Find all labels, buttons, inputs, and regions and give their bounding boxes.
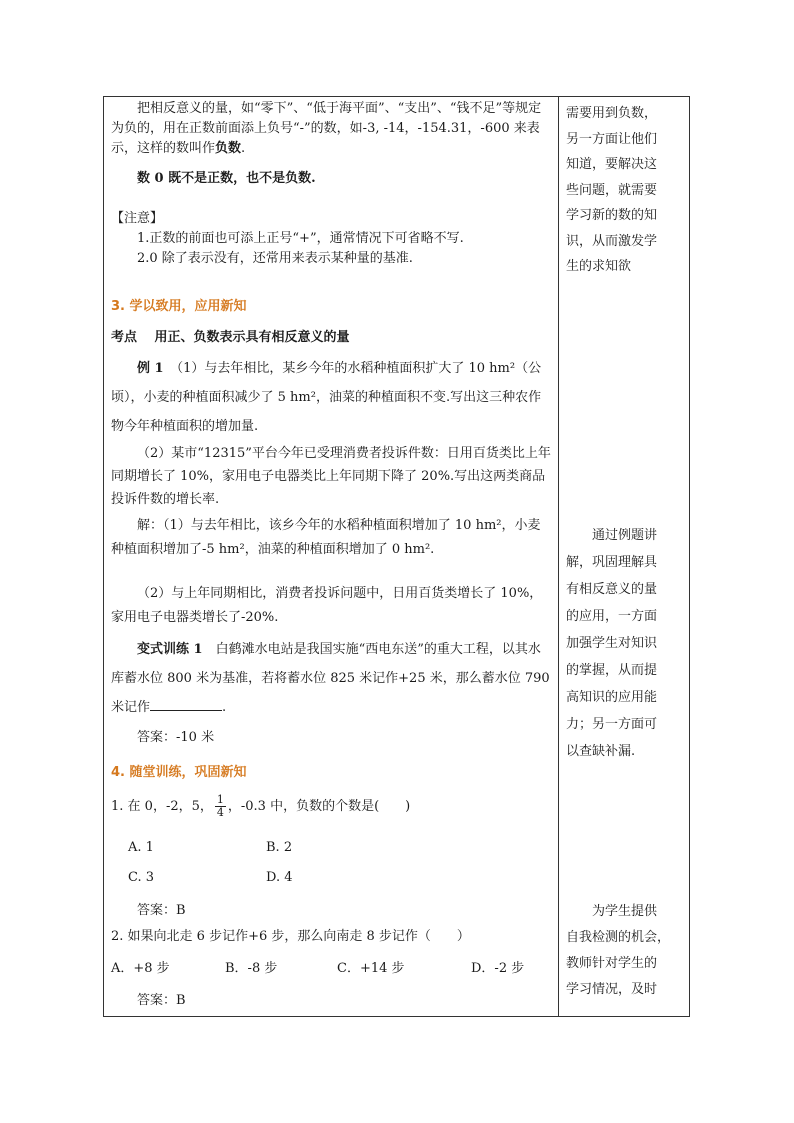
zero-rule: 数 0 既不是正数，也不是负数. — [137, 171, 316, 186]
note-item-1: 1.正数的前面也可添上正号“+”，通常情况下可省略不写. — [137, 231, 464, 246]
note-title: 【注意】 — [111, 211, 164, 226]
variant-answer: 答案：-10 米 — [137, 730, 215, 745]
solution-part-1: 解：（1）与去年相比，该乡今年的水稻种植面积增加了 10 hm²，小麦种植面积增加了-5 hm²，油菜的种植面积增加了 0 hm². — [111, 518, 541, 557]
lesson-table: 把相反意义的量，如“零下”、“低于海平面”、“支出”、“钱不足”等规定为负的，用在正数前面添上负号“-”的数，如-3, -14，-154.31，-600 来表示，这样的数叫作负数. 数 0 既不是正数，也不是负数. 【注意】 1.正数的前面也可添上正号“+”，通常情况下可省略不写. 2.0 除了表示没有，还常用来表示某种量的基准. 3. 学以致用，应用新知 考点 用正、负数表示具有相反意义的量 例 1 （1）与去年相比，某乡今年的水稻种植面积扩大了 10 hm²（公顷），小麦的种植面积减少了 5 hm²，油菜的种植面积不变.写出这三种农作物今年种植面积的增加量. （2）某市“12315”平台今年已受理消费者投诉件数：日用百货类比上年同期增长了 10%，家用电子电器类比上年同期下降了 20%.写出这两类商品投诉件数的增长率. 解：（1）与去年相比，该乡今年的水稻种植面积增加了 10 hm²，小麦种植面积增加了-5 hm²，油菜的种植面积增加了 0 hm². （2）与上年同期相比，消费者投诉问题中，日用百货类增长了 10%，家用电子电器类增长了-20%. 变式训练 1 白鹤滩水电站是我国实施“西电东送”的重大工程，以其水库蓄水位 800 米为基准，若将蓄水位 825 米记作+25 米，那么蓄水位 790 米记作 . 答案：-10 米 4. 随堂训练，巩固新知 1. 在 0，-2，5， $\frac{1}{4}$ ，-0.3 中，负数的个数是( ) A. 1 B. 2 C. 3 D. 4 答案：B 2. 如果向北走 6 步记作+6 步，那么向南走 8 步记作（ ） A．+8 步 B．-8 步 C．+14 步 D．-2 步 答案：B 需要用到负数， 另一方面让他们 知道，要解决这 些问题，就需要 学习新的数的知 识，从而激发学 生的求知欲 通过例题讲 解，巩固理解具 有相反意义的量 的应用，一方面 加强学生对知识 的掌握，从而提 高知识的应用能 力；另一方面可 以查缺补漏. 为学生提供 自我检测的机会， 教师针对学生的 学习情况，及时 — [103, 96, 690, 1017]
example-1-part-2: （2）某市“12315”平台今年已受理消费者投诉件数：日用百货类比上年同期增长了 10%，家用电子电器类比上年同期下降了 20%.写出这两类商品投诉件数的增长率. — [111, 446, 551, 507]
q2-option-a[interactable]: A．+8 步 — [111, 961, 170, 976]
q1-option-c[interactable]: C. 3 — [128, 870, 155, 885]
q1-option-a[interactable]: A. 1 — [128, 840, 154, 855]
fraction-one-quarter: $\frac{1}{4}$ — [216, 793, 224, 819]
question-2-answer: 答案：B — [137, 993, 186, 1008]
q1-option-d[interactable]: D. 4 — [266, 870, 293, 885]
section-heading-3: 3. 学以致用，应用新知 — [111, 299, 247, 314]
answer-blank — [150, 698, 222, 711]
kaodian-line: 考点 用正、负数表示具有相反意义的量 — [111, 330, 350, 345]
solution-part-2: （2）与上年同期相比，消费者投诉问题中，日用百货类增长了 10%，家用电子电器类增长了-20%. — [111, 586, 543, 625]
q1-option-b[interactable]: B. 2 — [266, 840, 293, 855]
question-1-answer: 答案：B — [137, 903, 186, 918]
column-divider — [558, 97, 559, 1016]
term-negative-number: 负数 — [215, 141, 242, 156]
q2-option-b[interactable]: B．-8 步 — [225, 961, 278, 976]
example-1: 例 1 （1）与去年相比，某乡今年的水稻种植面积扩大了 10 hm²（公顷），小麦的种植面积减少了 5 hm²，油菜的种植面积不变.写出这三种农作物今年种植面积的增加量. — [111, 361, 542, 434]
negative-number-definition: 把相反意义的量，如“零下”、“低于海平面”、“支出”、“钱不足”等规定为负的，用在正数前面添上负号“-”的数，如-3, -14，-154.31，-600 来表示，这样的数叫作负数. — [111, 101, 542, 156]
question-1: 1. 在 0，-2，5， $\frac{1}{4}$ ，-0.3 中，负数的个数是( ) — [111, 793, 411, 819]
variant-exercise: 变式训练 1 白鹤滩水电站是我国实施“西电东送”的重大工程，以其水库蓄水位 800 米为基准，若将蓄水位 825 米记作+25 米，那么蓄水位 790 米记作 . — [111, 642, 550, 715]
q2-option-d[interactable]: D．-2 步 — [471, 961, 525, 976]
note-item-2: 2.0 除了表示没有，还常用来表示某种量的基准. — [137, 251, 413, 266]
q2-option-c[interactable]: C．+14 步 — [337, 961, 405, 976]
section-heading-4: 4. 随堂训练，巩固新知 — [111, 765, 247, 780]
question-2: 2. 如果向北走 6 步记作+6 步，那么向南走 8 步记作（ ） — [111, 929, 470, 944]
